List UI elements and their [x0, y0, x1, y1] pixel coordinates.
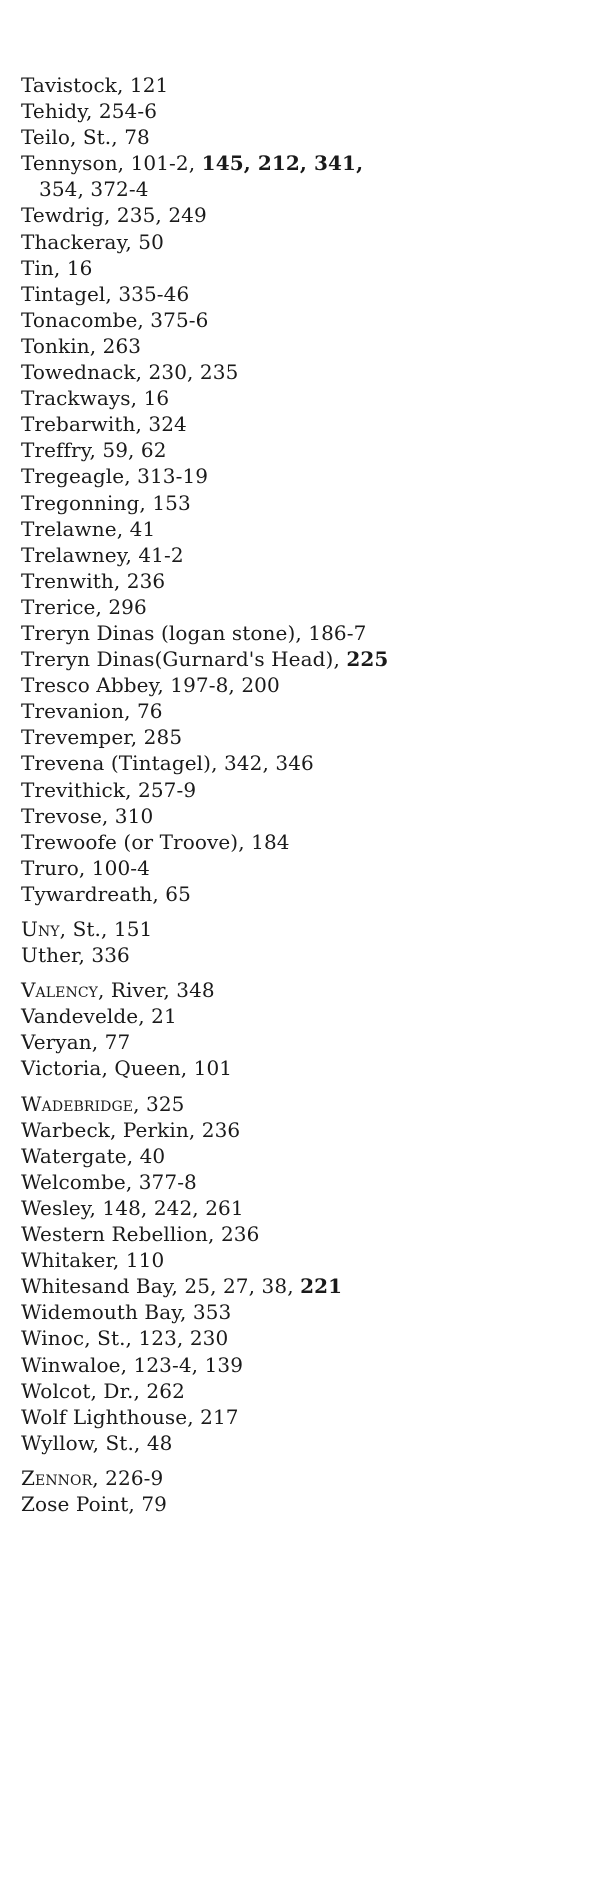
entry-pages: , St., 151 [59, 917, 153, 941]
entry-pages: , 40 [126, 1143, 166, 1168]
entry-pages: , 353 [179, 1300, 232, 1325]
entry-pages-bold: 225 [346, 647, 389, 672]
entry-pages: , 41-2 [125, 542, 184, 567]
entry-pages: , 325 [133, 1091, 185, 1116]
entry-heading: Trebarwith [21, 412, 136, 437]
entry-heading: Trelawney [21, 542, 126, 567]
entry-pages: , 123-4, 139 [120, 1352, 244, 1377]
entry-heading: Wyllow, St. [21, 1430, 134, 1455]
entry-pages: , 76 [124, 699, 163, 724]
entry-heading: Trevena (Tintagel) [21, 751, 212, 776]
index-entry [21, 255, 581, 281]
entry-heading: Trevose [21, 803, 102, 828]
entry-pages: , 186-7 [295, 620, 367, 645]
index-entry [21, 202, 581, 228]
index-entry [21, 620, 581, 646]
entry-heading-smallcaps: Uny [21, 917, 60, 941]
index-entry [21, 150, 581, 176]
index-entry [21, 1430, 581, 1456]
index-entry [21, 1221, 581, 1247]
entry-heading: Treffry [21, 438, 90, 463]
entry-heading: Treryn Dinas(Gurnard's Head) [21, 647, 334, 672]
entry-heading: Widemouth Bay [21, 1300, 180, 1325]
entry-pages: , 50 [125, 229, 164, 254]
letter-group-gap [21, 907, 581, 916]
entry-pages: , 254-6 [85, 99, 158, 124]
entry-pages: , River, 348 [97, 978, 215, 1003]
index-entry [21, 229, 581, 255]
entry-heading: Treryn Dinas (logan stone) [21, 620, 296, 645]
index-entry [21, 750, 581, 776]
entry-heading: Tonkin [21, 333, 90, 358]
entry-heading: Victoria, Queen [21, 1056, 181, 1081]
entry-pages: , 236 [208, 1222, 260, 1247]
index-entry [21, 1299, 581, 1325]
entry-heading: Tywardreath [21, 881, 153, 906]
entry-heading: Trevanion [21, 699, 125, 724]
index-entry [21, 307, 581, 333]
index-entry [21, 1195, 581, 1221]
entry-heading: Trevemper [21, 725, 131, 750]
index-entry [21, 385, 581, 411]
entry-heading: Wesley [21, 1195, 90, 1220]
index-entry [21, 542, 581, 568]
index-entry [21, 803, 581, 829]
index-entry [21, 516, 581, 542]
entry-pages: , 77 [91, 1030, 131, 1055]
index-list [21, 72, 581, 1517]
entry-heading: Winwaloe [21, 1352, 121, 1377]
entry-pages: , 184 [238, 829, 290, 854]
entry-pages: , 263 [89, 333, 142, 358]
entry-pages: , 123, 230 [125, 1326, 229, 1351]
entry-pages: , 285 [130, 725, 183, 750]
entry-heading: Wolf Lighthouse [21, 1404, 188, 1429]
index-entry [21, 916, 581, 942]
entry-heading: Uther [21, 943, 79, 968]
index-entry [21, 1091, 581, 1117]
entry-heading: Whitesand Bay [21, 1274, 172, 1299]
index-entry [21, 1143, 581, 1169]
entry-heading: Tregonning [21, 490, 140, 515]
letter-group-gap [21, 968, 581, 977]
index-entry [21, 463, 581, 489]
entry-heading-smallcaps: Wadebridge [21, 1091, 134, 1116]
index-entry [21, 1247, 581, 1273]
index-entry [21, 1273, 581, 1299]
entry-pages: , 101 [180, 1056, 233, 1081]
entry-pages: , 313-19 [124, 464, 209, 489]
entry-heading: Tennyson [21, 151, 118, 176]
entry-pages: , 226-9 [92, 1465, 164, 1490]
entry-pages: , 25, 27, 38, [171, 1274, 301, 1299]
entry-pages: , 236 [188, 1117, 241, 1142]
index-entry [21, 359, 581, 385]
entry-pages: , 296 [95, 594, 147, 619]
entry-heading: Watergate [21, 1143, 127, 1168]
entry-pages: , 148, 242, 261 [89, 1195, 244, 1220]
entry-pages: , 335-46 [105, 281, 190, 306]
index-entry-continuation [21, 176, 581, 202]
entry-pages: , 78 [111, 125, 150, 150]
entry-pages: , 16 [130, 386, 170, 411]
index-entry [21, 1029, 581, 1055]
entry-heading: Winoc, St. [21, 1326, 126, 1351]
entry-pages: , 235, 249 [104, 203, 207, 228]
entry-pages: , 197-8, 200 [157, 673, 280, 698]
entry-heading: Trewoofe (or Troove) [21, 829, 239, 854]
index-entry [21, 1325, 581, 1351]
entry-pages: , 65 [152, 881, 191, 906]
index-entry [21, 1169, 581, 1195]
index-entry [21, 646, 581, 672]
entry-heading: Veryan [21, 1030, 92, 1055]
entry-pages: , 377-8 [125, 1169, 197, 1194]
index-entry [21, 977, 581, 1003]
entry-pages: , 110 [112, 1248, 165, 1273]
entry-pages: , 342, 346 [211, 751, 314, 776]
entry-heading: Tintagel [21, 281, 106, 306]
entry-heading: Warbeck, Perkin [21, 1117, 189, 1142]
index-entry [21, 411, 581, 437]
index-entry [21, 724, 581, 750]
index-entry [21, 124, 581, 150]
index-entry [21, 672, 581, 698]
letter-group-gap [21, 1456, 581, 1465]
entry-pages: , 262 [133, 1378, 185, 1403]
entry-pages: , 59, 62 [89, 438, 167, 463]
entry-pages-bold: 145, 212, 341, [201, 151, 364, 176]
entry-pages: , 257-9 [125, 777, 197, 802]
entry-heading: Truro [21, 855, 79, 880]
entry-heading: Vandevelde [21, 1004, 139, 1029]
entry-heading: Tresco Abbey [21, 673, 158, 698]
entry-heading: Trenwith [21, 568, 114, 593]
entry-heading: Western Rebellion [21, 1222, 209, 1247]
entry-pages: , 100-4 [78, 855, 150, 880]
index-entry [21, 829, 581, 855]
entry-pages: , 236 [113, 568, 166, 593]
entry-heading: Towednack [21, 360, 136, 385]
entry-pages: , 41 [116, 516, 156, 541]
entry-pages: , 324 [135, 412, 187, 437]
index-entry [21, 281, 581, 307]
index-entry [21, 594, 581, 620]
index-entry [21, 881, 581, 907]
index-entry [21, 1465, 581, 1491]
entry-pages: , 79 [128, 1491, 167, 1516]
index-entry [21, 437, 581, 463]
entry-pages: , 310 [101, 803, 154, 828]
index-entry [21, 1352, 581, 1378]
entry-pages: 354, 372-4 [39, 177, 149, 202]
index-entry [21, 333, 581, 359]
entry-pages: , 21 [138, 1004, 177, 1029]
entry-heading: Trackways [21, 386, 131, 411]
entry-pages: , 101-2, [117, 151, 202, 176]
entry-heading-smallcaps: Valency [21, 978, 98, 1003]
index-entry [21, 1491, 581, 1517]
entry-heading: Tin [21, 255, 54, 280]
entry-pages-bold: 221 [300, 1274, 343, 1299]
entry-pages: , 16 [53, 255, 93, 280]
entry-heading: Zose Point [21, 1491, 129, 1516]
entry-pages: , 48 [133, 1430, 173, 1455]
entry-heading: Whitaker [21, 1248, 113, 1273]
entry-heading: Trelawne [21, 516, 117, 541]
entry-heading: Welcombe [21, 1169, 126, 1194]
entry-heading: Tavistock [21, 73, 117, 97]
entry-heading: Trevithick [21, 777, 126, 802]
entry-pages: , 153 [139, 490, 191, 515]
entry-heading: Tregeagle [21, 464, 125, 489]
index-entry [21, 1117, 581, 1143]
entry-heading: Teilo, St. [21, 125, 112, 150]
entry-heading-smallcaps: Zennor [21, 1465, 93, 1490]
entry-pages: , 121 [116, 73, 169, 97]
entry-heading: Thackeray [21, 229, 126, 254]
index-entry [21, 1404, 581, 1430]
entry-heading: Trerice [21, 594, 96, 619]
index-entry [21, 490, 581, 516]
entry-pages: , [333, 647, 347, 672]
entry-heading: Wolcot, Dr. [21, 1378, 134, 1403]
index-entry [21, 855, 581, 881]
entry-heading: Tewdrig [21, 203, 105, 228]
index-entry [21, 942, 581, 968]
index-entry [21, 72, 581, 98]
index-entry [21, 568, 581, 594]
letter-group-gap [21, 1082, 581, 1091]
index-entry [21, 1003, 581, 1029]
index-entry [21, 1055, 581, 1081]
index-entry [21, 777, 581, 803]
entry-pages: , 230, 235 [135, 360, 239, 385]
entry-heading: Tehidy [21, 99, 86, 124]
entry-heading: Tonacombe [21, 307, 138, 332]
index-entry [21, 698, 581, 724]
entry-pages: , 375-6 [137, 307, 209, 332]
entry-pages: , 217 [187, 1404, 239, 1429]
entry-pages: , 336 [78, 943, 130, 968]
index-entry [21, 1378, 581, 1404]
index-entry [21, 98, 581, 124]
